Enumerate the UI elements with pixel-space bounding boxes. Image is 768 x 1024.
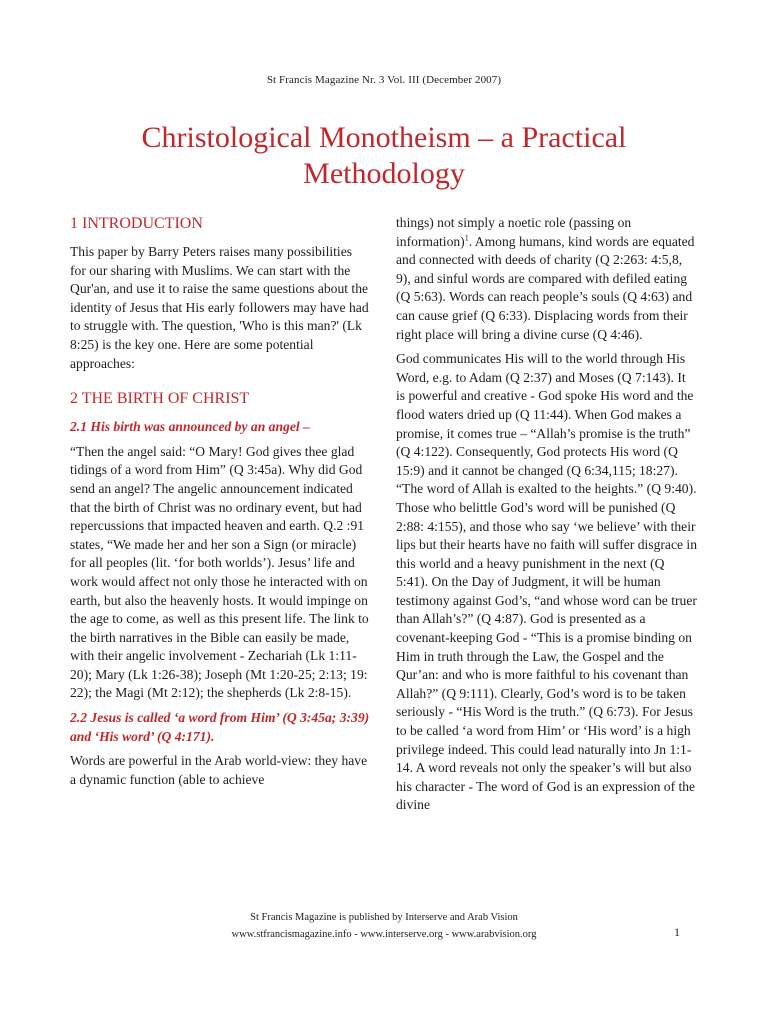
right-paragraph-2: God communicates His will to the world through His Word, e.g. to Adam (Q 2:37) and Moses (Q 7:143). It is powerful and creative - God spoke His word and the flood waters dried up (Q 11:44). When God makes a promise, it comes true – “Allah’s promise is the truth” (Q 4:122). Consequently, God protects His word (Q 15:9) and it cannot be changed (Q 6:34,115; 18:27). “The word of Allah is exalted to the heights.” (Q 9:40). Those who belittle God’s word will be punished (Q 2:88: 4:155), and those who say ‘we believe’ with their lips but their hearts have no faith will suffer disgrace in this world and a heavy punishment in the next (Q 5:41). On the Day of Judgment, it will be human testimony against God’s, “and whose word can be truer than Allah’s?” (Q 4:87). God is presented as a covenant-keeping God - “This is a promise binding on Him in truth through the Law, the Gospel and the Qur’an: and who is more faithful to his covenant than Allah?” (Q 9:111). Clearly, God’s word is to be taken seriously - “His Word is the truth.” (Q 6:73). For Jesus to be called ‘a word from Him’ or ‘His word’ is a high privilege indeed. This could lead naturally into Jn 1:1-14. A word reveals not only the speaker’s will but also his character - The word of God is an expression of the divine <box>396 351 697 813</box>
title-line-2: Methodology <box>303 157 465 190</box>
left-column <box>70 214 370 795</box>
subsection-heading-2-2: 2.2 Jesus is called ‘a word from Him’ (Q 3:45a; 3:39) and ‘His word’ (Q 4:171). <box>70 710 370 744</box>
footnote-marker[interactable]: 1 <box>464 233 469 243</box>
section-heading-birth-of-christ: 2 THE BIRTH OF CHRIST <box>70 390 250 408</box>
subsection-heading-2-1: 2.1 His birth was announced by an angel – <box>70 419 310 435</box>
paragraph-2-2: Words are powerful in the Arab world-view: they have a dynamic function (able to achieve <box>70 753 368 787</box>
right-paragraph-1-rest: . Among humans, kind words are equated and connected with deeds of charity (Q 2:263: 4:5,8, 9), and sinful words are compared with defiled eating (Q 5:63). Words can reach people’s souls (Q 4:63) and can cause grief (Q 6:33). Displacing words from their right place will bring a divine curse (Q 4:46). <box>396 233 695 342</box>
article-title <box>84 120 684 192</box>
page-number: 1 <box>674 925 680 939</box>
right-paragraph-1-start: things) not simply a noetic role (passing on information) <box>396 215 632 249</box>
right-paragraph-1 <box>396 214 698 344</box>
title-line-1: Christological Monotheism – a Practical <box>141 121 627 154</box>
paragraph-2-1: “Then the angel said: “O Mary! God gives thee glad tidings of a word from Him” (Q 3:45a). Why did God send an angel? The angelic announcement indicated that the birth of Christ was no ordinary event, but had repercussions that impacted heaven and earth. Q.2 :91 states, “We made her and her son a Sign (or miracle) for all peoples (lit. ‘for both worlds’). Jesus’ life and work would affect not only those he interacted with on earth, but also the heavenly hosts. It would impinge on the age to come, as well as this present life. The link to the birth narratives in the Bible can easily be made, with their angelic involvement - Zechariah (Lk 1:11-20); Mary (Lk 1:26-38); Joseph (Mt 1:20-25; 2:13; 19: 22); the Magi (Mt 2:12); the shepherds (Lk 2:8-15). <box>70 443 369 701</box>
running-head: St Francis Magazine Nr. 3 Vol. III (December 2007) <box>266 74 502 86</box>
introduction-paragraph: This paper by Barry Peters raises many possibilities for our sharing with Muslims. We can start with the Qur'an, and use it to raise the same questions about the identity of Jesus that His early followers may have had to struggle with. The question, 'Who is this man?' (Lk 8:25) is the key one. Here are some potential approaches: <box>70 244 369 371</box>
footer-websites-line[interactable]: www.stfrancismagazine.info - www.interserve.org - www.arabvision.org <box>231 929 537 940</box>
section-heading-introduction: 1 INTRODUCTION <box>70 215 203 232</box>
footer-publisher-line: St Francis Magazine is published by Interserve and Arab Vision <box>250 912 518 923</box>
right-column <box>396 214 698 821</box>
